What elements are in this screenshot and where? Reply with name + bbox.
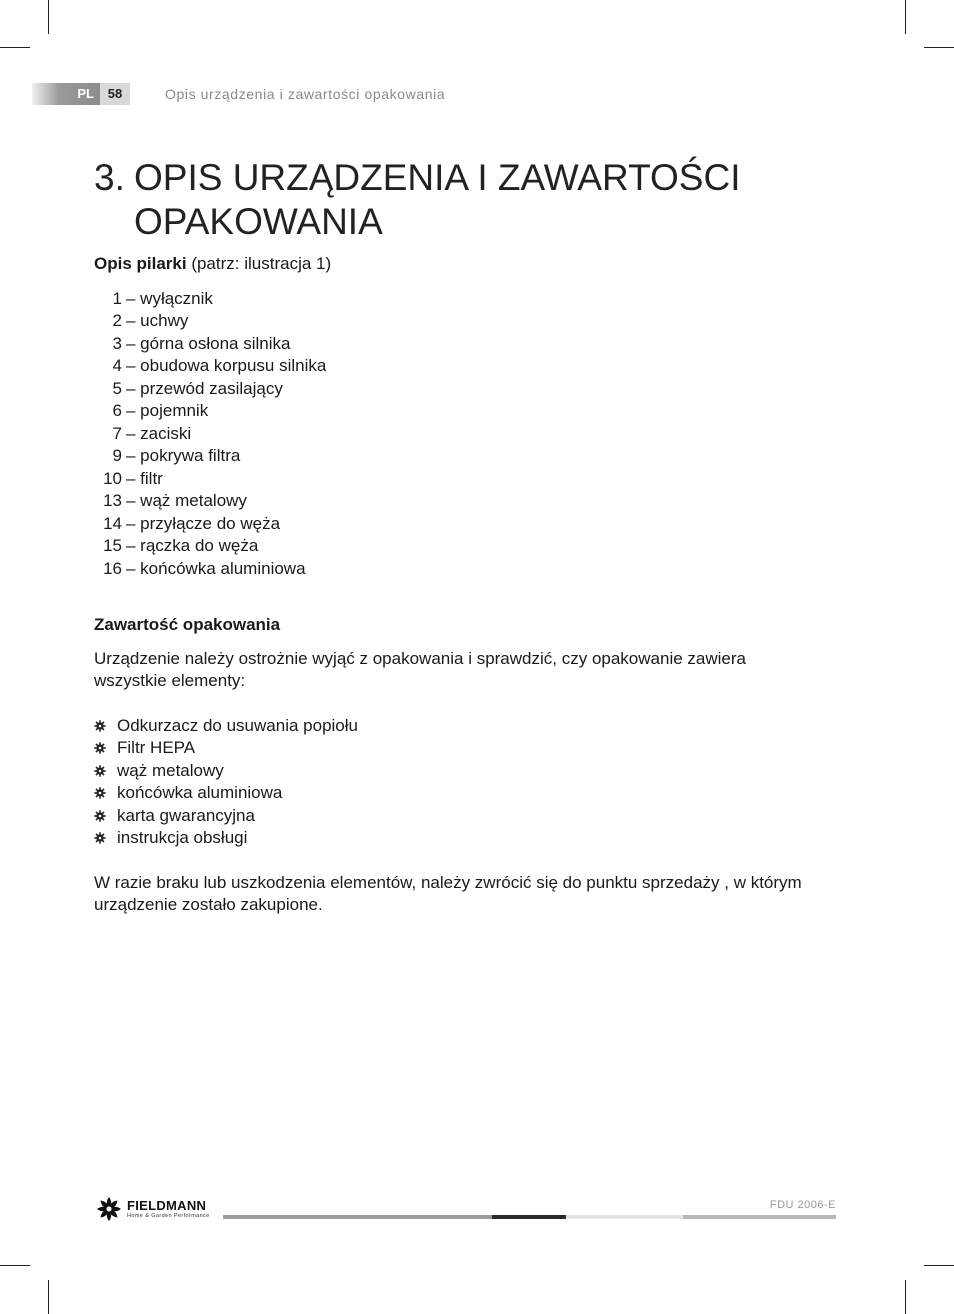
part-label: – pojemnik [126,401,209,420]
part-number: 14 [103,513,122,533]
running-head: Opis urządzenia i zawartości opakowania [165,86,446,102]
package-intro: Urządzenie należy ostrożnie wyjąć z opakowania i sprawdzić, czy opakowanie zawiera wszystkie elementy: [94,648,746,690]
brand-tagline: Home & Garden Performance [127,1212,210,1219]
description-heading-bold: Opis pilarki [94,254,187,273]
part-number: 1 [112,288,122,308]
page-number: 58 [100,83,130,105]
list-item [94,468,814,491]
list-item [94,445,814,468]
part-label: – zaciski [126,423,192,443]
crop-mark [924,1265,954,1266]
list-item [94,333,814,356]
list-item [94,535,814,558]
footer-rule-segment [223,1215,492,1219]
package-item-label: wąż metalowy [117,760,224,780]
part-label: – przyłącze do węża [126,513,281,533]
part-number: 13 [103,491,122,510]
gear-bullet-icon [94,787,106,799]
part-label: – górna osłona silnika [126,333,291,353]
gear-bullet-icon [94,742,106,754]
part-number: 7 [112,423,122,443]
gear-bullet-icon [94,720,106,732]
list-item [94,310,814,333]
footer-rule [223,1215,836,1219]
part-label: – przewód zasilający [126,378,283,398]
part-label: – pokrywa filtra [126,446,241,465]
part-number: 10 [103,468,122,488]
part-label: – uchwy [126,311,189,330]
crop-mark [905,0,906,34]
crop-mark [0,47,30,48]
part-number: 5 [112,378,122,398]
part-number: 16 [103,558,122,578]
list-item [94,558,814,581]
crop-mark [924,47,954,48]
part-label: – filtr [126,468,163,488]
crop-mark [0,1265,30,1266]
list-item [94,378,814,401]
footer-rule-segment [492,1215,566,1219]
brand-logo [94,1193,224,1225]
list-item [94,827,814,850]
gear-bullet-icon [94,810,106,822]
package-items-list [94,715,814,850]
brand-name: FIELDMANN [127,1197,207,1213]
list-item [94,400,814,423]
part-number: 9 [112,446,122,465]
chapter-number: 3. [94,157,125,198]
gear-bullet-icon [94,765,106,777]
package-item-label: Odkurzacz do usuwania popiołu [117,715,358,735]
part-number: 15 [103,536,122,555]
crop-mark [48,0,49,34]
fieldmann-logo-icon [94,1194,124,1224]
package-item-label: końcówka aluminiowa [117,783,283,802]
missing-items-note: W razie braku lub uszkodzenia elementów, należy zwrócić się do punktu sprzedaży , w którym urządzenie zostało zakupione. [94,872,802,914]
footer-rule-segment [566,1215,683,1219]
part-label: – końcówka aluminiowa [126,558,306,578]
list-item [94,423,814,446]
list-item [94,288,814,311]
package-heading: Zawartość opakowania [94,615,281,634]
part-number: 3 [112,333,122,353]
list-item [94,355,814,378]
list-item [94,782,814,805]
package-item-label: Filtr HEPA [117,738,196,757]
part-label: – obudowa korpusu silnika [126,356,327,375]
list-item [94,805,814,828]
part-label: – wąż metalowy [126,491,247,510]
brand-text [127,1199,210,1220]
main-content [94,253,814,917]
crop-mark [905,1280,906,1314]
list-item [94,760,814,783]
gear-bullet-icon [94,832,106,844]
part-number: 2 [112,311,122,330]
footer-rule-segment [683,1215,836,1219]
chapter-title [94,156,814,244]
parts-list [94,288,814,581]
description-heading-rest: (patrz: ilustracja 1) [186,254,332,273]
part-number: 4 [112,356,122,375]
description-heading [94,253,814,276]
language-label: PL [32,83,100,105]
page-header-tab [32,83,130,105]
list-item [94,737,814,760]
package-item-label: karta gwarancyjna [117,805,255,825]
list-item [94,513,814,536]
list-item [94,490,814,513]
part-number: 6 [112,401,122,420]
crop-mark [48,1280,49,1314]
model-code: FDU 2006-E [769,1199,836,1211]
part-label: – wyłącznik [126,288,213,308]
package-item-label: instrukcja obsługi [117,828,248,847]
list-item [94,715,814,738]
part-label: – rączka do węża [126,536,259,555]
chapter-title-line1: OPIS URZĄDZENIA I ZAWARTOŚCI [134,157,741,198]
chapter-title-line2: OPAKOWANIA [134,201,383,242]
